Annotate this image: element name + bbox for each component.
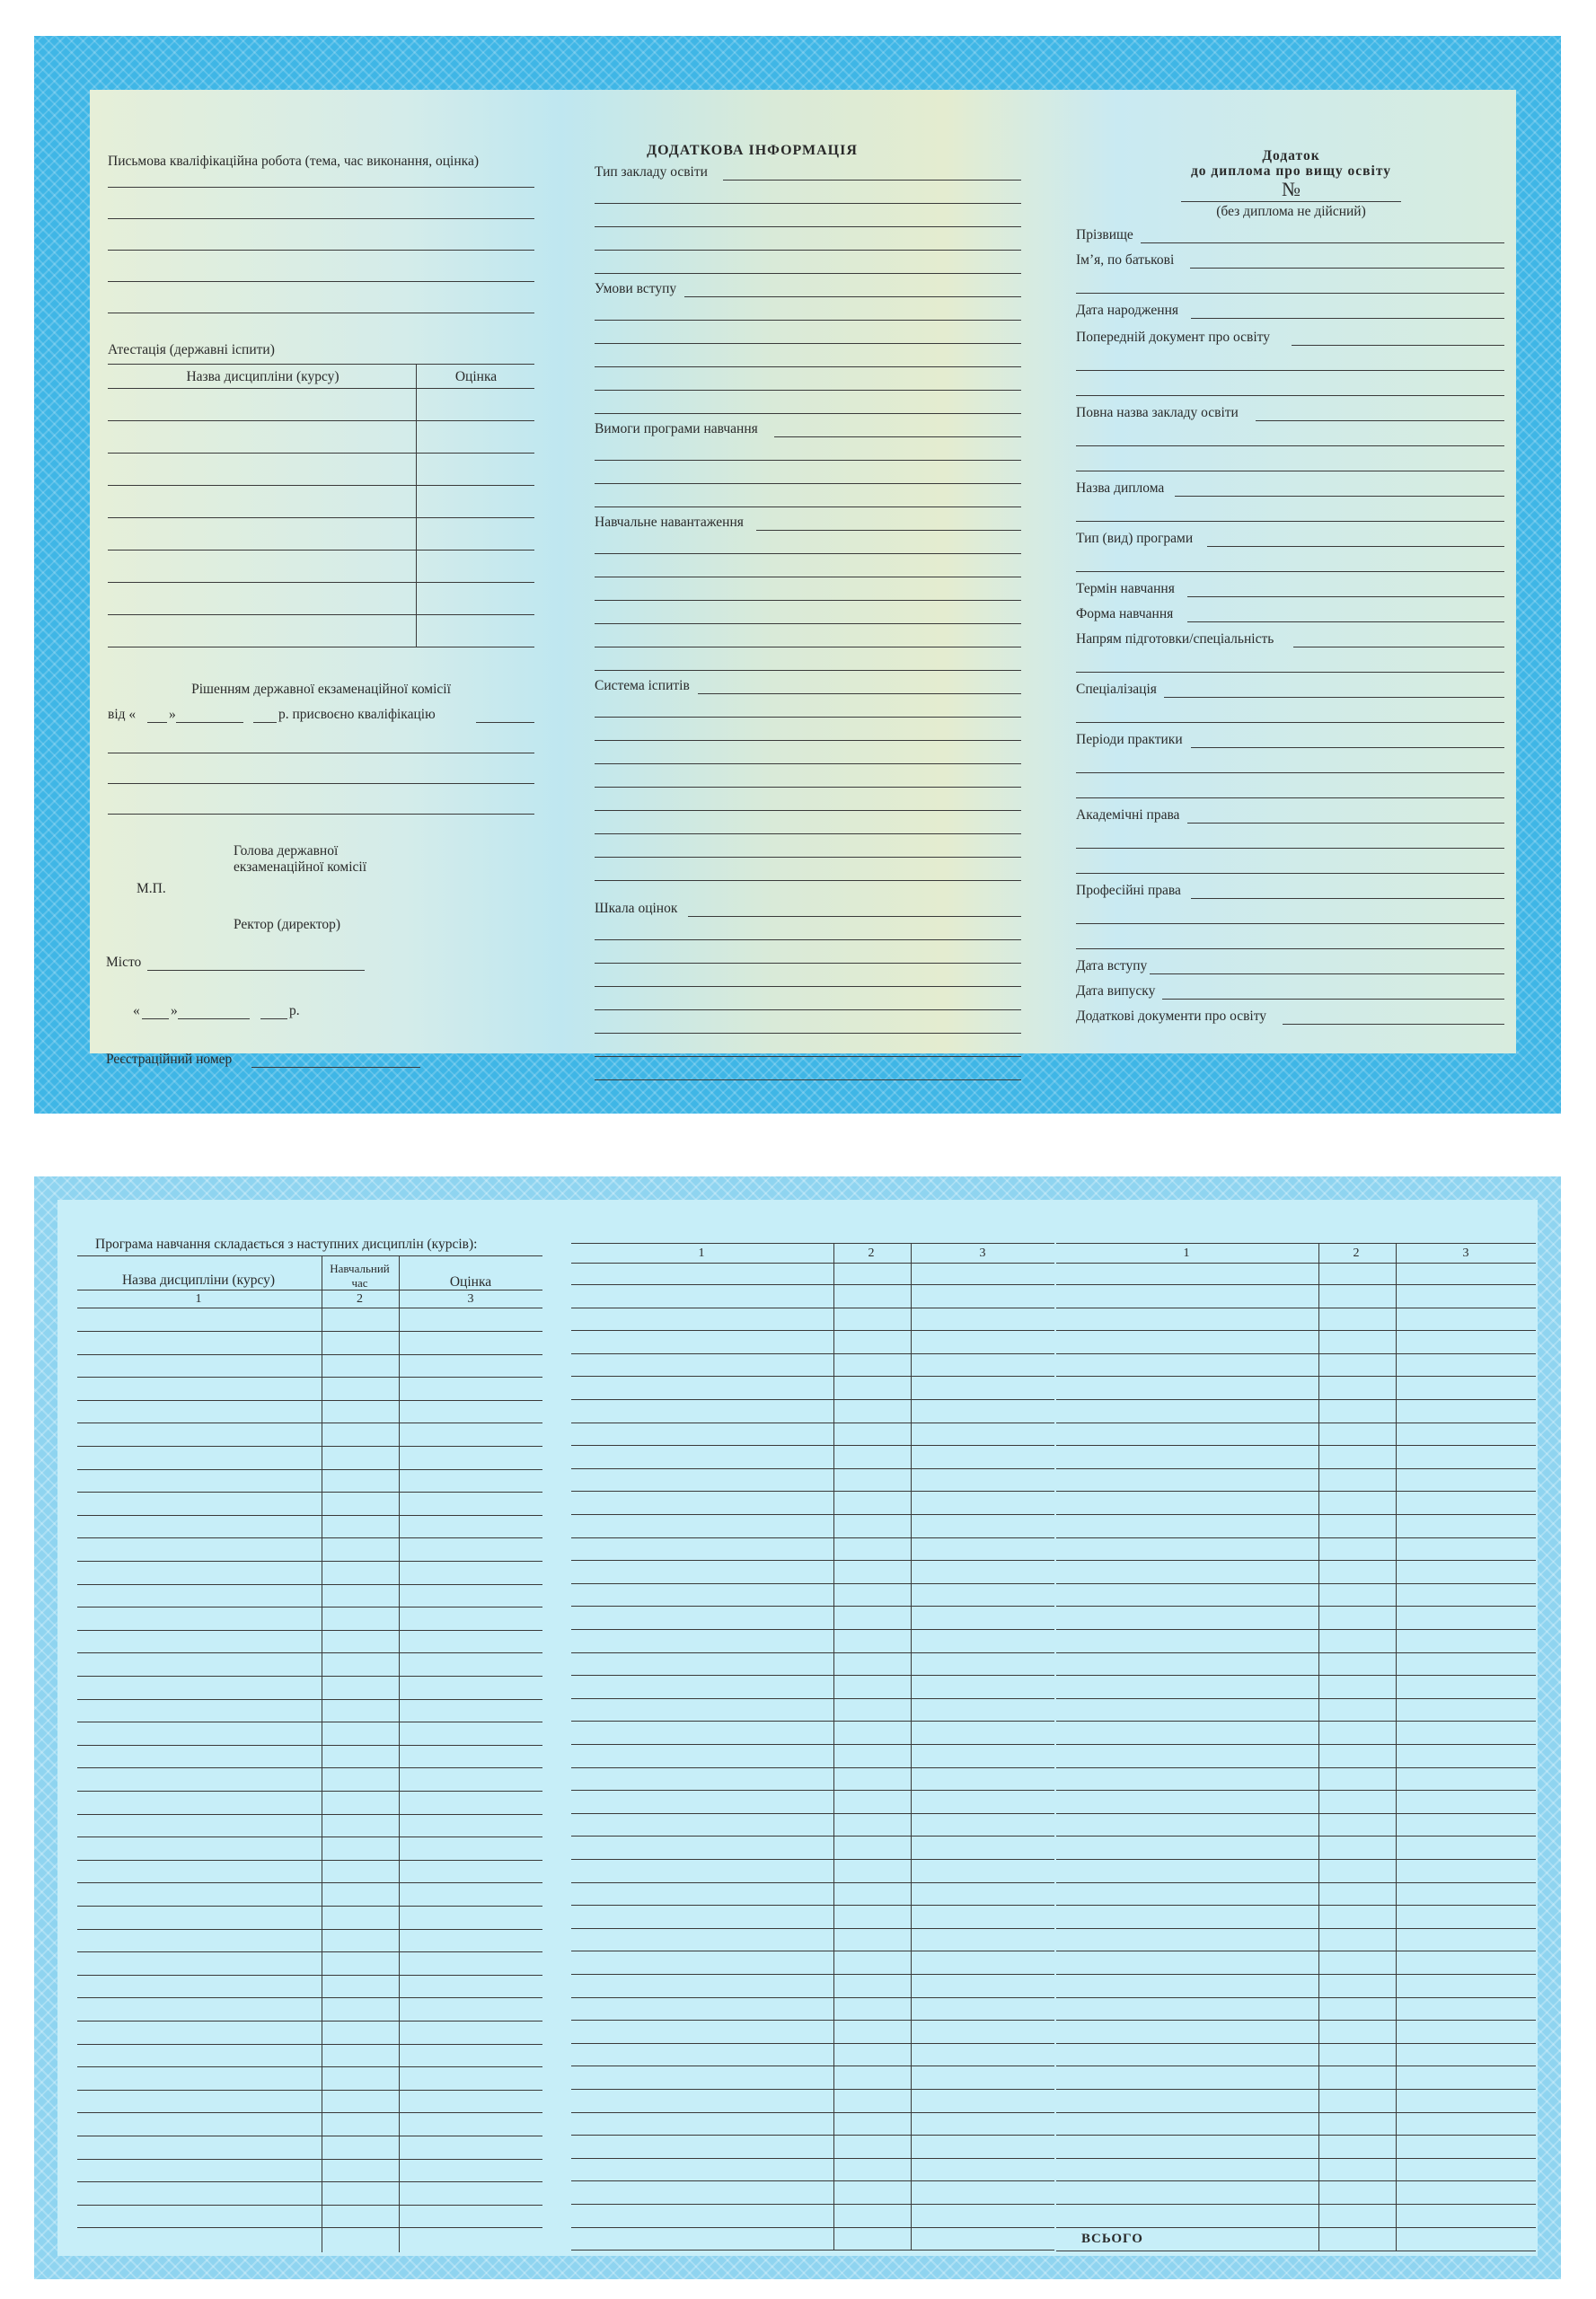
table-row[interactable] [77,1951,542,1952]
year-assigned-label: р. присвоєно кваліфікацію [278,707,436,722]
table-row[interactable] [571,1330,1054,1331]
date-open: « [133,1003,140,1018]
exam-system-blank[interactable] [698,693,1021,694]
reg-number-label: Реєстраційний номер [106,1052,233,1067]
table-row[interactable] [77,1377,542,1378]
table-row[interactable] [77,1882,542,1883]
col-num-2: 2 [868,1246,875,1260]
info-line[interactable] [595,717,1021,718]
col-hours-header-2: час [351,1276,368,1290]
table-top-rule [571,1243,1054,1244]
table-row[interactable] [77,1492,542,1493]
col-grade-header: Оцінка [449,1274,492,1290]
table-row[interactable] [77,2205,542,2206]
supplement-subtitle: до диплома про вищу освіту [1190,163,1392,179]
table-row[interactable] [571,2112,1054,2113]
table-row[interactable] [77,1561,542,1562]
info-line[interactable] [595,250,1021,251]
table-header-rule [108,388,534,389]
table-row[interactable] [1056,1813,1536,1814]
table-row[interactable] [108,485,534,486]
specialization-label: Спеціалізація [1076,682,1157,697]
table-row[interactable] [571,1606,1054,1607]
table-row[interactable] [77,1584,542,1585]
info-line[interactable] [595,833,1021,834]
invalid-note: (без диплома не дійсний) [1216,204,1366,219]
admission-label: Умови вступу [595,281,677,296]
program-req-blank[interactable] [774,436,1021,437]
month-blank[interactable] [178,1018,250,1019]
info-line[interactable] [595,203,1021,204]
table-row[interactable] [571,2250,1054,2251]
table-row[interactable] [77,2066,542,2067]
table-row[interactable] [77,1929,542,1930]
study-form-label: Форма навчання [1076,606,1174,621]
table-row[interactable] [571,1560,1054,1561]
info-line[interactable] [595,986,1021,987]
table-row[interactable] [77,1997,542,1998]
info-line[interactable] [595,483,1021,484]
date-close: » [171,1003,178,1018]
city-blank[interactable] [147,970,365,971]
table-row[interactable] [1056,1629,1536,1630]
table-row[interactable] [1056,1514,1536,1515]
info-line[interactable] [595,810,1021,811]
table-row[interactable] [1056,2158,1536,2159]
study-term-blank[interactable] [1187,596,1504,597]
institution-type-label: Тип закладу освіти [595,164,708,180]
info-line[interactable] [595,740,1021,741]
table-row[interactable] [77,1331,542,1332]
table-row[interactable] [1056,1744,1536,1745]
table-row[interactable] [1056,1583,1536,1584]
info-line[interactable] [595,273,1021,274]
additional-info-title: ДОДАТКОВА ІНФОРМАЦІЯ [647,143,858,158]
city-label: Місто [106,955,142,970]
table-row[interactable] [77,1791,542,1792]
info-line[interactable] [595,1056,1021,1057]
table-row[interactable] [571,1675,1054,1676]
table-row[interactable] [1056,2089,1536,2090]
table-row[interactable] [77,1446,542,1447]
table-header-rule [1056,1263,1536,1264]
extra-docs-label: Додаткові документи про освіту [1076,1009,1267,1024]
info-line[interactable] [595,623,1021,624]
table-row[interactable] [1056,1284,1536,1285]
table-row[interactable] [571,2180,1054,2181]
table-row[interactable] [108,614,534,615]
table-row[interactable] [108,517,534,518]
col-hours-header-1: Навчальний [330,1262,390,1275]
month-blank[interactable] [176,722,243,723]
info-line[interactable] [595,600,1021,601]
table-row[interactable] [1056,1698,1536,1699]
table-divider [416,364,417,647]
program-type-label: Тип (вид) програми [1076,531,1194,546]
info-line[interactable] [1076,521,1504,522]
table-row[interactable] [77,1975,542,1976]
front-inner-panel [90,90,1516,1067]
table-row[interactable] [1056,2204,1536,2205]
table-row[interactable] [77,2112,542,2113]
academic-rights-label: Академічні права [1076,807,1180,823]
table-row[interactable] [1056,1606,1536,1607]
table-row[interactable] [571,2043,1054,2044]
table-col-name: Назва дисципліни (курсу) [186,369,339,384]
reg-number-blank[interactable] [251,1067,420,1068]
info-line[interactable] [595,1079,1021,1080]
table-row[interactable] [1056,1652,1536,1653]
table-row[interactable] [1056,1491,1536,1492]
table-row[interactable] [571,1445,1054,1446]
table-row[interactable] [1056,2227,1536,2228]
info-line[interactable] [1076,370,1504,371]
graduation-date-label: Дата випуску [1076,983,1156,999]
table-row[interactable] [571,1997,1054,1998]
program-req-label: Вимоги програми навчання [595,421,758,436]
table-row[interactable] [77,1515,542,1516]
table-row[interactable] [571,1629,1054,1630]
workload-blank[interactable] [756,530,1021,531]
table-row[interactable] [77,1537,542,1538]
thesis-label: Письмова кваліфікаційна робота (тема, час виконання, оцінка) [108,154,479,169]
table-row[interactable] [1056,1468,1536,1469]
table-row[interactable] [1056,2043,1536,2044]
table-row[interactable] [1056,1790,1536,1791]
number-sign: № [1282,178,1301,200]
table-row[interactable] [1056,1445,1536,1446]
table-row[interactable] [571,2020,1054,2021]
diploma-name-blank[interactable] [1175,496,1504,497]
table-row[interactable] [571,1836,1054,1837]
info-line[interactable] [595,320,1021,321]
head-label-1: Голова державної [234,843,339,859]
info-line[interactable] [595,413,1021,414]
col-num-3: 3 [1462,1246,1469,1260]
info-line[interactable] [1076,395,1504,396]
table-row[interactable] [571,1790,1054,1791]
table-row[interactable] [77,2044,542,2045]
table-row[interactable] [1056,1859,1536,1860]
diploma-name-label: Назва диплома [1076,480,1165,496]
table-row[interactable] [1056,1767,1536,1768]
table-row[interactable] [77,1676,542,1677]
table-row[interactable] [571,1859,1054,1860]
info-line[interactable] [1076,571,1504,572]
prev-doc-blank[interactable] [1292,345,1504,346]
info-line[interactable] [595,763,1021,764]
table-row[interactable] [108,453,534,454]
study-term-label: Термін навчання [1076,581,1175,596]
table-row[interactable] [571,1744,1054,1745]
date-close-quote: » [169,707,176,722]
table-row[interactable] [77,1906,542,1907]
column-divider [399,1255,400,2252]
grade-scale-blank[interactable] [688,916,1021,917]
col-num-1: 1 [1183,1246,1190,1260]
grade-scale-label: Шкала оцінок [595,901,678,916]
supplement-title: Додаток [1262,148,1320,163]
info-line[interactable] [1076,722,1504,723]
table-row[interactable] [571,1491,1054,1492]
info-line[interactable] [595,1033,1021,1034]
info-line[interactable] [595,366,1021,367]
table-row[interactable] [571,2135,1054,2136]
info-line[interactable] [595,857,1021,858]
table-row[interactable] [77,1745,542,1746]
table-row[interactable] [571,1974,1054,1975]
surname-blank[interactable] [1141,242,1504,243]
table-row[interactable] [1056,1399,1536,1400]
table-row[interactable] [571,1353,1054,1354]
name-label: Ім’я, по батькові [1076,252,1175,268]
column-divider [1318,1243,1319,2251]
practice-label: Періоди практики [1076,732,1183,747]
table-row[interactable] [571,1514,1054,1515]
info-line[interactable] [1076,948,1504,949]
entry-date-label: Дата вступу [1076,958,1148,973]
program-type-blank[interactable] [1207,546,1504,547]
table-row[interactable] [77,1469,542,1470]
number-blank[interactable] [1181,201,1401,202]
qualification-blank[interactable] [476,722,534,723]
table-row[interactable] [77,1400,542,1401]
year-blank[interactable] [253,722,277,723]
column-divider [1396,1243,1397,2251]
thesis-line[interactable] [108,281,534,282]
info-line[interactable] [595,226,1021,227]
full-inst-blank[interactable] [1256,420,1504,421]
qualification-line[interactable] [108,783,534,784]
table-row[interactable] [1056,1997,1536,1998]
info-line[interactable] [595,1009,1021,1010]
table-row[interactable] [571,1468,1054,1469]
table-row[interactable] [1056,1836,1536,1837]
table-top-rule [108,364,534,365]
table-row[interactable] [77,2021,542,2022]
col-num-1: 1 [195,1292,202,1306]
info-line[interactable] [1076,293,1504,294]
commission-decision: Рішенням державної екзаменаційної комісії [191,682,451,697]
table-row[interactable] [571,1399,1054,1400]
thesis-line[interactable] [108,250,534,251]
info-line[interactable] [595,963,1021,964]
info-line[interactable] [595,460,1021,461]
total-label: ВСЬОГО [1081,2232,1143,2246]
table-row[interactable] [108,582,534,583]
study-form-blank[interactable] [1187,621,1504,622]
institution-type-blank[interactable] [723,180,1021,181]
col-name-header: Назва дисципліни (курсу) [121,1273,276,1288]
info-line[interactable] [595,880,1021,881]
table-row[interactable] [1056,1928,1536,1929]
info-line[interactable] [595,939,1021,940]
table-row[interactable] [571,1698,1054,1699]
table-row[interactable] [571,1767,1054,1768]
column-divider [911,1243,912,2251]
head-label-2: екзаменаційної комісії [234,859,366,875]
table-row[interactable] [1056,1905,1536,1906]
specialization-blank[interactable] [1164,697,1504,698]
col-num-3: 3 [979,1246,986,1260]
birth-date-label: Дата народження [1076,303,1178,318]
info-line[interactable] [595,343,1021,344]
full-inst-label: Повна назва закладу освіти [1076,405,1239,420]
table-row[interactable] [1056,1376,1536,1377]
entry-date-blank[interactable] [1150,973,1504,974]
thesis-line[interactable] [108,187,534,188]
table-row[interactable] [571,1537,1054,1538]
table-row[interactable] [1056,1675,1536,1676]
birth-date-blank[interactable] [1191,318,1504,319]
table-row[interactable] [571,1928,1054,1929]
table-row[interactable] [1056,2020,1536,2021]
table-row[interactable] [77,1652,542,1653]
day-blank[interactable] [147,722,167,723]
name-blank[interactable] [1190,268,1504,269]
table-row[interactable] [1056,2112,1536,2113]
table-row[interactable] [571,1376,1054,1377]
workload-label: Навчальне навантаження [595,515,744,530]
practice-blank[interactable] [1191,747,1504,748]
col-num-2: 2 [1353,1246,1360,1260]
day-blank[interactable] [142,1018,169,1019]
prev-doc-label: Попередній документ про освіту [1076,330,1270,345]
table-row[interactable] [1056,1537,1536,1538]
year-suffix: р. [289,1003,300,1018]
table-row[interactable] [571,2227,1054,2228]
back-inner-panel [57,1200,1538,2256]
info-line[interactable] [1076,923,1504,924]
professional-rights-label: Професійні права [1076,883,1181,898]
info-line[interactable] [1076,797,1504,798]
table-row[interactable] [1056,1560,1536,1561]
table-header-rule [571,1263,1054,1264]
info-line[interactable] [595,390,1021,391]
table-row[interactable] [77,1860,542,1861]
info-line[interactable] [1076,445,1504,446]
table-row[interactable] [77,2159,542,2160]
table-row[interactable] [571,1882,1054,1883]
table-row[interactable] [108,550,534,551]
table-row[interactable] [571,1284,1054,1285]
table-row[interactable] [571,1583,1054,1584]
table-row[interactable] [77,1767,542,1768]
info-line[interactable] [595,553,1021,554]
professional-rights-blank[interactable] [1191,898,1504,899]
table-row[interactable] [77,1699,542,1700]
academic-rights-blank[interactable] [1187,823,1504,824]
diploma-supplement-sheet-back [34,1176,1561,2279]
info-line[interactable] [1076,672,1504,673]
col-num-2: 2 [357,1292,363,1306]
table-top-rule [1056,1243,1536,1244]
info-line[interactable] [595,506,1021,507]
table-row[interactable] [77,1814,542,1815]
info-line[interactable] [595,787,1021,788]
column-divider [833,1243,834,2251]
direction-label: Напрям підготовки/спеціальність [1076,631,1274,647]
table-row[interactable] [1056,1974,1536,1975]
rector-label: Ректор (директор) [234,917,341,932]
table-row[interactable] [1056,2135,1536,2136]
table-row[interactable] [571,2204,1054,2205]
year-blank[interactable] [260,1018,287,1019]
table-row[interactable] [571,1652,1054,1653]
table-row[interactable] [77,1607,542,1608]
program-heading: Програма навчання складається з наступних дисциплін (курсів): [95,1237,478,1252]
table-top-rule [77,1255,542,1256]
surname-label: Прізвище [1076,227,1133,242]
info-line[interactable] [1076,873,1504,874]
table-row[interactable] [571,2158,1054,2159]
graduation-date-blank[interactable] [1162,999,1504,1000]
info-line[interactable] [1076,848,1504,849]
stamp-label: М.П. [137,881,166,896]
attestation-label: Атестація (державні іспити) [108,342,275,357]
admission-blank[interactable] [684,296,1021,297]
table-row[interactable] [1056,1330,1536,1331]
table-row[interactable] [1056,2180,1536,2181]
col-num-1: 1 [698,1246,705,1260]
date-open-quote: від « [108,707,137,722]
table-col-grade: Оцінка [454,369,498,384]
table-row[interactable] [1056,1353,1536,1354]
table-row[interactable] [571,1721,1054,1722]
exam-system-label: Система іспитів [595,678,690,693]
extra-docs-blank[interactable] [1283,1024,1504,1025]
table-row[interactable] [108,420,534,421]
table-row[interactable] [77,1630,542,1631]
table-row[interactable] [1056,1721,1536,1722]
table-row[interactable] [77,1354,542,1355]
info-line[interactable] [595,670,1021,671]
table-row[interactable] [1056,1882,1536,1883]
thesis-line[interactable] [108,218,534,219]
diploma-supplement-sheet-front [34,36,1561,1114]
table-row[interactable] [571,1905,1054,1906]
info-line[interactable] [1076,772,1504,773]
table-row[interactable] [77,2181,542,2182]
table-row[interactable] [571,2089,1054,2090]
table-row[interactable] [571,1813,1054,1814]
col-num-3: 3 [467,1292,474,1306]
table-row[interactable] [77,2227,542,2228]
table-row[interactable] [77,2090,542,2091]
qualification-line[interactable] [108,814,534,815]
